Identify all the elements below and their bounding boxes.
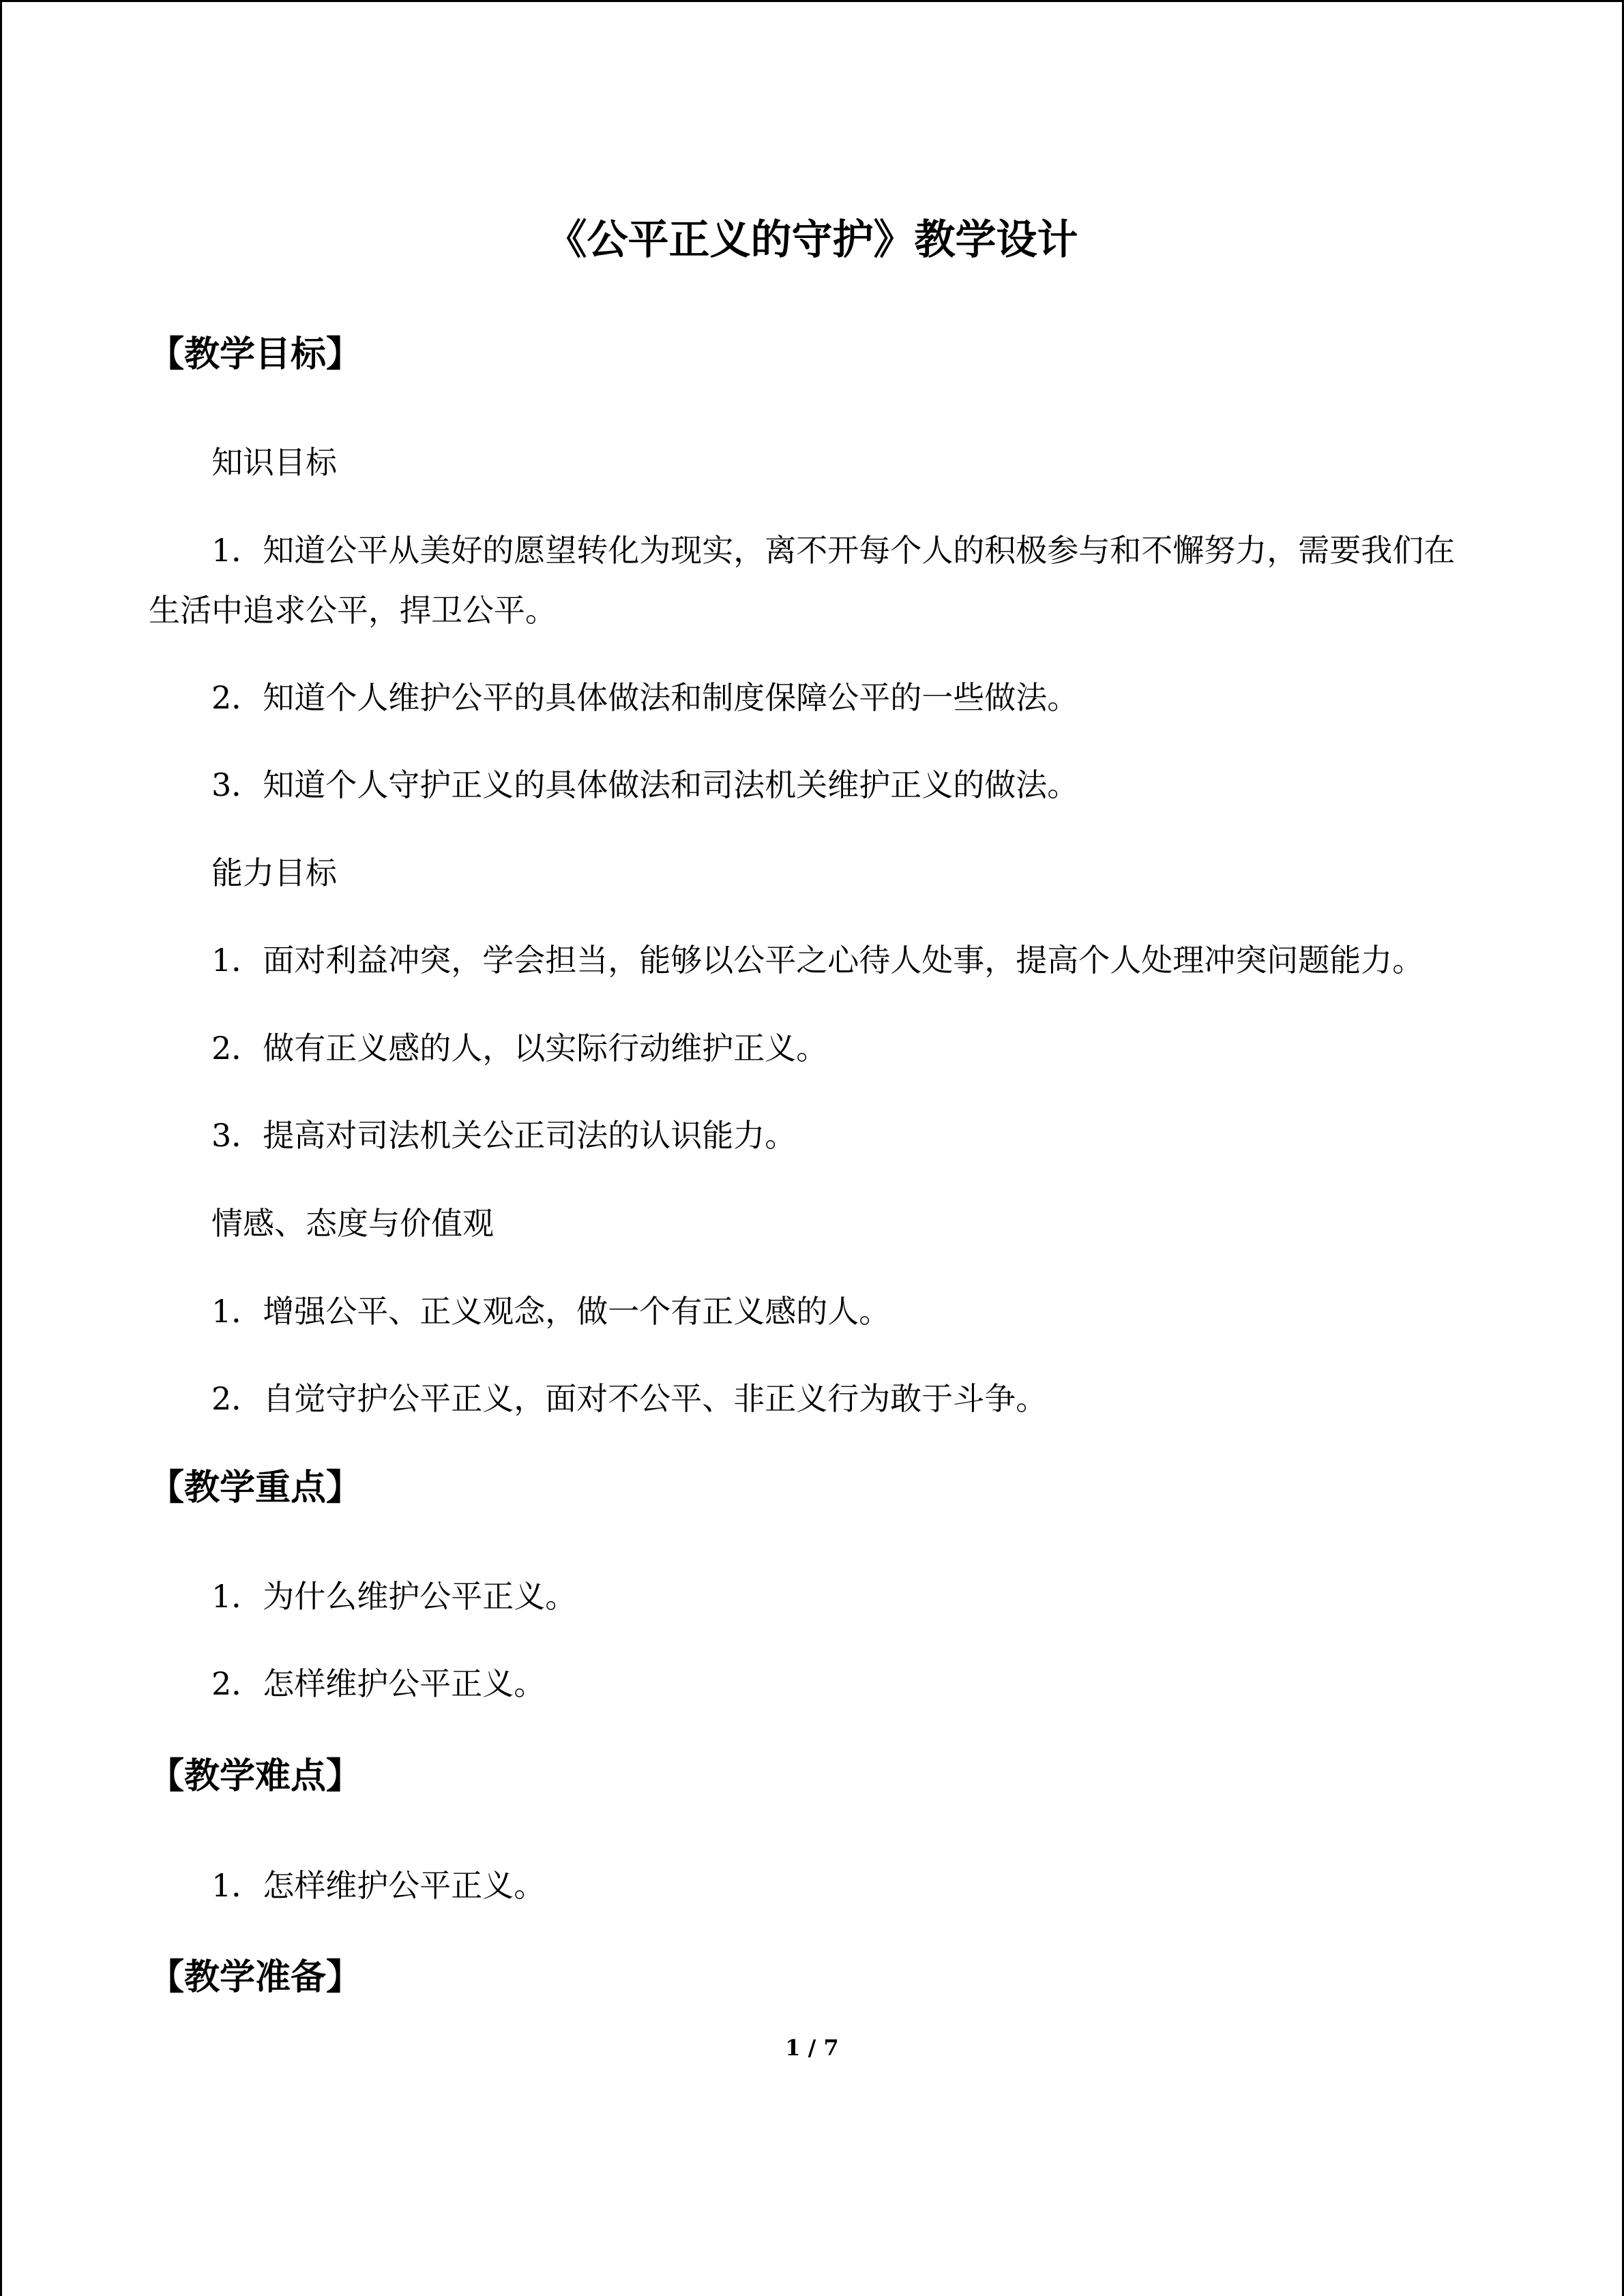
key-point-item-1: 1．为什么维护公平正义。 bbox=[211, 1578, 577, 1615]
knowledge-item-1: 1．知道公平从美好的愿望转化为现实，离不开每个人的积极参与和不懈努力，需要我们在生活中追求公平，捍卫公平。 bbox=[149, 532, 1456, 629]
emotion-item-2: 2．自觉守护公平正义，面对不公平、非正义行为敢于斗争。 bbox=[211, 1380, 1048, 1417]
ability-item-3: 3．提高对司法机关公正司法的认识能力。 bbox=[211, 1117, 797, 1154]
page-number: 1 / 7 bbox=[785, 2035, 839, 2061]
document-title: 《公平正义的守护》教学设计 bbox=[546, 216, 1078, 264]
emotion-objectives-label: 情感、态度与价值观 bbox=[211, 1205, 494, 1242]
ability-item-2: 2．做有正义感的人，以实际行动维护正义。 bbox=[211, 1030, 828, 1067]
difficulty-item-1: 1．怎样维护公平正义。 bbox=[211, 1867, 546, 1904]
ability-item-1: 1．面对利益冲突，学会担当，能够以公平之心待人处事，提高个人处理冲突问题能力。 bbox=[211, 942, 1424, 979]
section-heading-objectives: 【教学目标】 bbox=[149, 333, 362, 375]
knowledge-item-2: 2．知道个人维护公平的具体做法和制度保障公平的一些做法。 bbox=[211, 679, 1079, 716]
section-heading-key-points: 【教学重点】 bbox=[149, 1467, 362, 1508]
knowledge-objectives-label: 知识目标 bbox=[211, 444, 337, 481]
key-point-item-2: 2．怎样维护公平正义。 bbox=[211, 1665, 546, 1702]
emotion-item-1: 1．增强公平、正义观念，做一个有正义感的人。 bbox=[211, 1293, 891, 1330]
knowledge-item-3: 3．知道个人守护正义的具体做法和司法机关维护正义的做法。 bbox=[211, 766, 1079, 803]
ability-objectives-label: 能力目标 bbox=[211, 854, 337, 891]
section-heading-preparation: 【教学准备】 bbox=[149, 1956, 362, 1998]
section-heading-difficulties: 【教学难点】 bbox=[149, 1755, 362, 1797]
